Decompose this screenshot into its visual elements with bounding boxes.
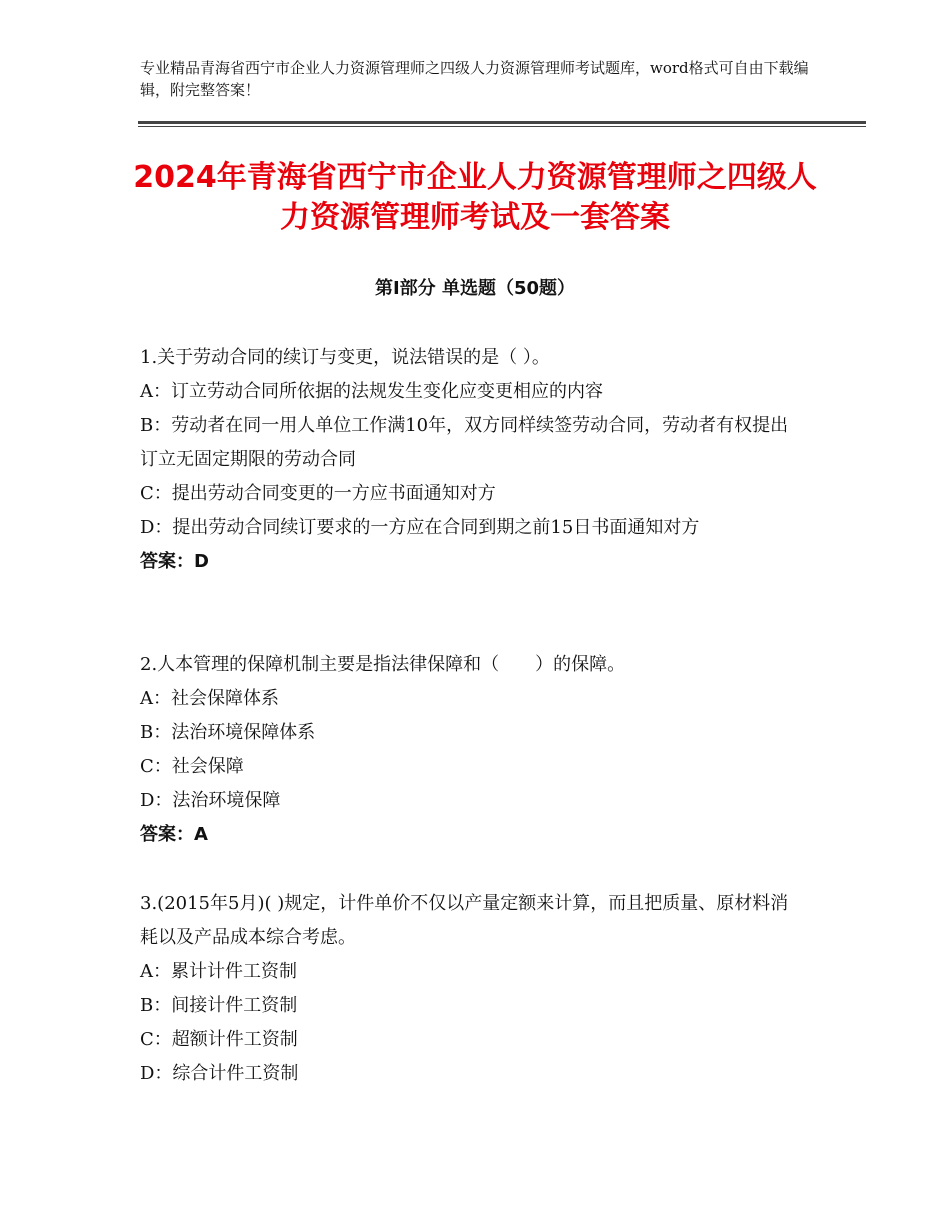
question-stem: 1.关于劳动合同的续订与变更，说法错误的是（ ）。 [140,347,550,368]
option-a: A：订立劳动合同所依据的法规发生变化应变更相应的内容 [140,381,603,402]
option-a: A：累计计件工资制 [140,961,297,982]
header-rule-thin [138,126,866,127]
question-3 [140,887,800,1091]
document-title: 2024年青海省西宁市企业人力资源管理师之四级人力资源管理师考试及一套答案 [133,160,817,235]
option-b: B：间接计件工资制 [140,995,298,1016]
option-c: C：超额计件工资制 [140,1029,298,1050]
option-d: D：法治环境保障 [140,790,281,811]
option-a: A：社会保障体系 [140,688,279,709]
option-b: B：劳动者在同一用人单位工作满10年，双方同样续签劳动合同，劳动者有权提出订立无固定期限的劳动合同 [140,415,789,470]
question-1 [140,341,800,579]
option-d: D：综合计件工资制 [140,1063,299,1084]
option-c: C：社会保障 [140,756,244,777]
option-b: B：法治环境保障体系 [140,722,316,743]
question-2 [140,648,800,852]
question-stem: 2.人本管理的保障机制主要是指法律保障和（ ）的保障。 [140,654,626,675]
section-title: 第Ⅰ部分 单选题（50题） [374,278,575,299]
answer: 答案：A [140,824,208,845]
answer: 答案：D [140,551,209,572]
question-stem: 3.(2015年5月)( )规定，计件单价不仅以产量定额来计算，而且把质量、原材料消耗以及产品成本综合考虑。 [140,893,789,948]
option-d: D：提出劳动合同续订要求的一方应在合同到期之前15日书面通知对方 [140,517,700,538]
header-rule-thick [138,121,866,124]
option-c: C：提出劳动合同变更的一方应书面通知对方 [140,483,496,504]
header-note: 专业精品青海省西宁市企业人力资源管理师之四级人力资源管理师考试题库，word格式可自由下载编辑，附完整答案！ [140,59,809,99]
